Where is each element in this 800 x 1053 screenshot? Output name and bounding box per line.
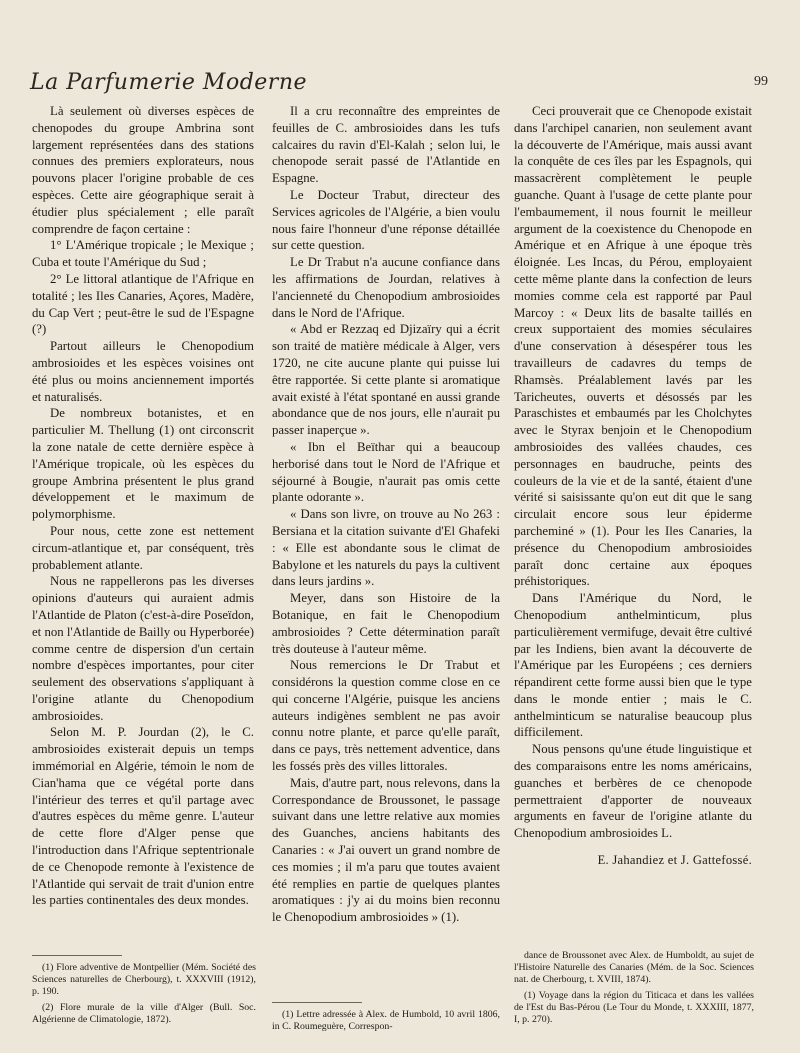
middle-column: [272, 103, 500, 926]
paragraph: Il a cru reconnaître des empreintes de feuilles de C. ambrosioides dans les tufs calcaires du ravin d'El-Kalah ; selon lui, le chenopode serait passé de l'Atlantide en Espagne.: [272, 104, 500, 186]
page-number: 99: [754, 74, 768, 89]
paragraph: Nous remercions le Dr Trabut et considérons la question comme close en ce qui concerne l'Algérie, puisque les anciens auteurs indigènes semblent ne pas avoir connu notre plante, et parce qu'elle paraît, dans ce pays, très nettement adventice, dans les fossés près des villes littorales.: [272, 658, 500, 774]
paragraph: Mais, d'autre part, nous relevons, dans la Correspondance de Broussonet, le passage suivant dans une lettre relative aux momies des Guanches, anciens habitants des Canaries : « J'ai ouvert un grand nombre de ces momies ; il m'a paru que toutes avaient été remplies en partie de quelques plantes aromatiques : j'y ai du moins bien reconnu le Chenopodium ambrosioides » (1).: [272, 775, 500, 925]
footnote: (1) Voyage dans la région du Titicaca et dans les vallées de l'Est du Bas-Pérou (Le Tour du Monde, t. XXXIII, 1877, I, p. 270).: [514, 989, 754, 1026]
paragraph: « Abd er Rezzaq ed Djizaïry qui a écrit son traité de matière médicale à Alger, vers 1720, ne cite aucune plante qui puisse lui être rapportée. Si cette plante si aromatique avait existé à l'état spontané en aussi grande abondance que de nos jours, elle n'aurait pu passer inaperçue ».: [272, 322, 500, 438]
paragraph: « Dans son livre, on trouve au No 263 : Bersiana et la citation suivante d'El Ghafeki : « Elle est abondante sous le climat de Babylone et les naturels du pays la cultivent dans leurs jardins ».: [272, 507, 500, 589]
footnote: (2) Flore murale de la ville d'Alger (Bull. Soc. Algérienne de Climatologie, 1872).: [32, 1001, 256, 1025]
paragraph: 2° Le littoral atlantique de l'Afrique en totalité ; les Iles Canaries, Açores, Madère, du Cap Vert ; peut-être le sud de l'Espagne (?): [32, 271, 254, 337]
paragraph: Meyer, dans son Histoire de la Botanique, en fait le Chenopodium ambrosioides ? Cette détermination paraît très douteuse à l'auteur même.: [272, 591, 500, 656]
paragraph: 1° L'Amérique tropicale ; le Mexique ; Cuba et toute l'Amérique du Sud ;: [32, 238, 254, 270]
footnotes-left: [32, 955, 256, 1029]
paragraph: Ceci prouverait que ce Chenopode existait dans l'archipel canarien, non seulement avant la découverte de l'Amérique, mais aussi avant la conquête de ces îles par les Espagnols, qui massacrèrent complètement le peuple guanche. Quant à l'usage de cette plante pour l'embaumement, il nous fournit le meilleur argument de la coexistence du Chenopode en Amérique et en Afrique à une époque très éloignée. Les Incas, du Pérou, employaient cette même plante dans la confection de leurs momies comme cela est rapporté par Paul Marcoy : « Deux lits de basalte taillés en creux supportaient des momies séculaires d'une conservation à désespérer tous les travailleurs de cadavres du temps de Rhamsès. Préalablement lavés par les Taricheutes, ouverts et désossés par les Paraschistes et embaumés par les Cholchytes avec le Styrax benjoin et le Chenopodium ambrosioides des vallées chaudes, ces personnages en baudruche, peints des couleurs de la vie et de la santé, étaient d'une vérité si saisissante qu'on eut dit que le sang circulait encore sous leur épiderme parcheminé » (1). Pour les Iles Canaries, la présence du Chenopodium ambrosioides paraît donc certaine aux époques préhistoriques.: [514, 104, 752, 589]
paragraph: Là seulement où diverses espèces de chenopodes du groupe Ambrina sont largement représentées dans des stations connues des premiers explorateurs, nous pouvons placer l'origine probable de ces espèces. Cette aire géographique serait à étudier plus spécialement ; elle paraît comprendre de façon certaine :: [32, 104, 254, 236]
right-column: [514, 103, 752, 869]
paragraph: De nombreux botanistes, et en particulier M. Thellung (1) ont circonscrit la zone natale de cette dernière espèce à l'Amérique tropicale, où les espèces du groupe Ambrina présentent le plus grand développement et le maximum de polymorphisme.: [32, 406, 254, 522]
paragraph: Nous pensons qu'une étude linguistique et des comparaisons entre les noms américains, guanches et berbères de ce chenopode permettraient d'apporter de nouveaux arguments en faveur de l'origine atlante du Chenopodium ambrosioides L.: [514, 742, 752, 841]
paragraph: Dans l'Amérique du Nord, le Chenopodium anthelminticum, plus particulièrement vermifuge, devait être cultivé par les Indiens, bien avant la découverte de l'Amérique par les Européens ; ces derniers répandirent cette forme aussi bien que le type dans le monde entier ; mais le C. anthelminticum se naturalise beaucoup plus difficilement.: [514, 591, 752, 740]
paragraph: Pour nous, cette zone est nettement circum-atlantique et, par conséquent, très probablement atlante.: [32, 523, 254, 572]
paragraph: Selon M. P. Jourdan (2), le C. ambrosioides existerait depuis un temps immémorial en Algérie, témoin le nom de Cian'hama que ce végétal porte dans l'intérieur des terres et qu'il partage avec d'autres espèces du même genre. L'auteur de cette flore d'Alger pense que l'introduction dans l'Afrique septentrionale de ce Chenopode remonte à l'existence de l'Atlantide qui servait de trait d'union entre les parties continentales des deux mondes.: [32, 725, 254, 908]
footnote-divider: [32, 955, 122, 956]
page-header: [30, 70, 770, 98]
author-signature: E. Jahandiez et J. Gattefossé.: [597, 853, 752, 868]
paragraph: Partout ailleurs le Chenopodium ambrosioides et les espèces voisines ont été plus ou moins anciennement importés et naturalisés.: [32, 339, 254, 404]
footnotes-right: [514, 950, 754, 1029]
paragraph: Le Dr Trabut n'a aucune confiance dans les affirmations de Jourdan, relatives à l'ancienneté du Chenopodium ambrosioides dans le Nord de l'Afrique.: [272, 255, 500, 320]
paragraph: Nous ne rappellerons pas les diverses opinions d'auteurs qui auraient admis l'Atlantide de Platon (c'est-à-dire Poseïdon, et non l'Atlantide de Bailly ou Hyperborée) comme centre de dispersion d'un certain nombre d'espèces importantes, pour citer seulement des observations s'appliquant à l'origine atlante du Chenopodium ambrosioides.: [32, 574, 254, 723]
footnote-divider: [272, 1002, 362, 1003]
left-column: [32, 103, 254, 909]
paragraph: Le Docteur Trabut, directeur des Services agricoles de l'Algérie, a bien voulu nous faire l'honneur d'une réponse détaillée sur cette question.: [272, 187, 500, 253]
paragraph: « Ibn el Beïthar qui a beaucoup herborisé dans tout le Nord de l'Afrique et séjourné à Bougie, n'aurait pas omis cette plante odorante ».: [272, 439, 500, 505]
journal-title: La Parfumerie Moderne: [30, 70, 308, 95]
footnote: (1) Lettre adressée à Alex. de Humbold, 10 avril 1806, in C. Roumeguère, Correspon-: [272, 1009, 500, 1033]
footnote: dance de Broussonet avec Alex. de Humboldt, au sujet de l'Histoire Naturelle des Canaries (Mém. de la Soc. Sciences nat. de Cherbourg, t. XVIII, 1874).: [514, 950, 754, 986]
footnotes-middle: [272, 1002, 500, 1036]
footnote: (1) Flore adventive de Montpellier (Mém. Société des Sciences naturelles de Cherbourg), t. XXXVIII (1912), p. 190.: [32, 962, 256, 998]
